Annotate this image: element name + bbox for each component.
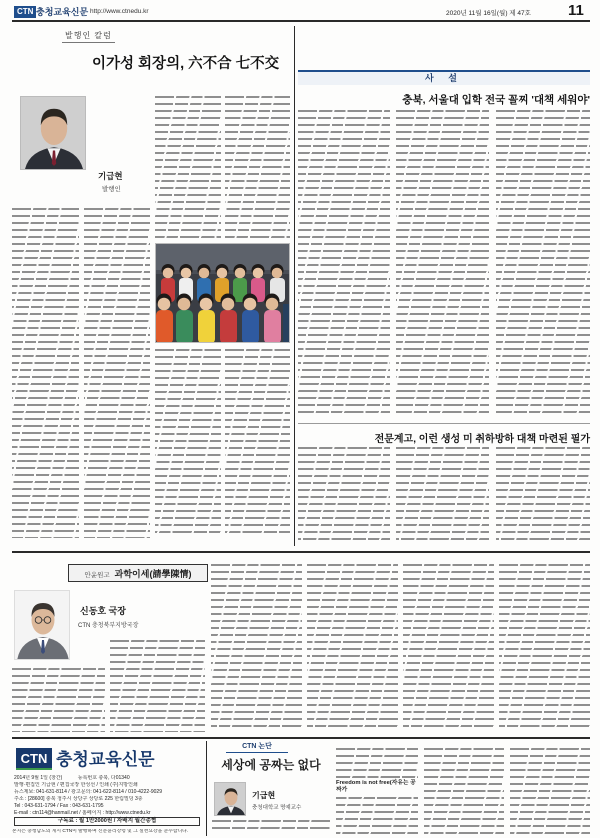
contribution-text-column	[403, 564, 494, 732]
forum-author-portrait-photo	[214, 782, 246, 816]
column-divider	[206, 741, 207, 836]
masthead-founded: 2014년 9월 1일 (창간)	[14, 775, 63, 781]
forum-text-column	[212, 820, 330, 834]
masthead-subscription: 구독료 : 월 1만2000원 / 자배지 월간총협	[14, 817, 200, 826]
masthead-address: 주소 : [28600] 충북 청주시 상당구 상당로 225 한림빌딩 3층	[14, 796, 143, 802]
editorial-divider	[298, 423, 590, 424]
page-header	[0, 0, 600, 22]
masthead-email: E-mail : ctn114@hanmail.net / 홈페이지 : http://www.ctnedu.kr	[14, 810, 151, 816]
masthead-logo-badge: CTN	[16, 748, 52, 770]
section-divider	[12, 737, 590, 739]
publisher-portrait-photo	[20, 96, 86, 170]
article-text-column	[225, 96, 290, 238]
portrait-illustration	[21, 97, 86, 170]
page-number: 11	[568, 2, 584, 19]
children-group-photo	[155, 243, 290, 343]
editorial-text-column	[298, 110, 390, 418]
article-text-column	[12, 208, 79, 538]
forum-section-label: CTN 논단	[226, 742, 288, 753]
contribution-author-role: CTN 충청북부지방국장	[78, 623, 139, 629]
editorial-title: 충북, 서울대 입학 전국 꼴찌 '대책 세워야'	[402, 94, 590, 106]
editorial-text-column	[298, 447, 390, 543]
contribution-text-column	[499, 564, 590, 732]
portrait-shapes	[215, 783, 246, 816]
masthead-founded-row	[14, 775, 202, 781]
portrait-illustration	[215, 783, 246, 816]
contribution-author-name: 신동호 국장	[80, 606, 126, 616]
portrait-shapes	[15, 591, 70, 660]
editorial-text-column	[496, 110, 590, 418]
header-url-link[interactable]: http://www.ctnedu.kr	[90, 8, 149, 15]
editorial-section-band	[298, 70, 590, 85]
forum-title: 세상에 공짜는 없다	[221, 758, 321, 772]
forum-quote: Freedom is not free(자유는 공짜가	[336, 780, 418, 794]
header-logo-text: 충청교육신문	[36, 7, 89, 17]
masthead-registration: 등록번호 충북, 다01340	[77, 775, 130, 781]
children-photo-illustration	[156, 244, 290, 343]
publisher-role: 발행인	[102, 186, 121, 193]
editorial-text-column	[496, 447, 590, 543]
masthead-contacts: 뉴스제보: 041-631-8114 / 광고문의: 041-622-8114 / 010-4222-9029	[14, 789, 162, 795]
forum-author-name: 기급현	[252, 791, 276, 800]
header-divider	[12, 20, 590, 22]
forum-text-column	[424, 748, 504, 834]
masthead-staff: 발행·편집인 기급현 / 편집국장 한성선 / 인쇄 (주)지방인쇄	[14, 782, 138, 788]
article-text-column	[84, 208, 150, 538]
contribution-header-box	[68, 564, 208, 582]
publisher-name: 기급현	[98, 171, 123, 181]
forum-text-column	[510, 748, 590, 834]
editorial-text-column	[396, 447, 489, 543]
forum-author-role: 충청대학교 명예교수	[252, 805, 302, 811]
column-divider	[294, 26, 295, 546]
article-text-column	[155, 96, 221, 238]
editorial-text-column	[396, 110, 489, 418]
article-text-column	[225, 349, 290, 538]
editorial-second-title: 전문계고, 이런 생성 미 취하방하 대책 마련된 필가	[374, 434, 590, 445]
forum-text-column	[336, 748, 418, 834]
section-divider	[12, 551, 590, 553]
bureau-chief-portrait-photo	[14, 590, 70, 660]
issue-date: 2020년 11월 16일(월) 제 47호	[446, 10, 531, 17]
contribution-text-column	[12, 668, 105, 732]
portrait-shapes	[21, 97, 86, 170]
contribution-title: 과학이세(請學陳情)	[114, 569, 192, 579]
publisher-column-label: 발행인 칼럼	[62, 30, 115, 43]
contribution-text-column	[110, 640, 205, 732]
masthead-paper-name: 충청교육신문	[56, 750, 155, 769]
contribution-label: 안윤원고	[84, 572, 110, 579]
contribution-text-column	[307, 564, 398, 732]
contribution-text-column	[211, 564, 302, 732]
masthead-box	[0, 740, 206, 838]
article-text-column	[155, 349, 221, 538]
editorial-section-label: 사 설	[425, 73, 463, 83]
publisher-column-title: 이가성 회장의, 六不合 七不交	[92, 56, 280, 72]
masthead-notice: 본지는 충청남도의 게시 CTN이 발행하며 신문윤리강령 및 그 실천요강을 준수합니다.	[12, 829, 189, 834]
header-logo-badge: CTN	[14, 6, 36, 18]
masthead-tel: Tel : 043-631-1794 / Fax : 043-631-1795	[14, 803, 104, 809]
portrait-illustration	[15, 591, 70, 660]
